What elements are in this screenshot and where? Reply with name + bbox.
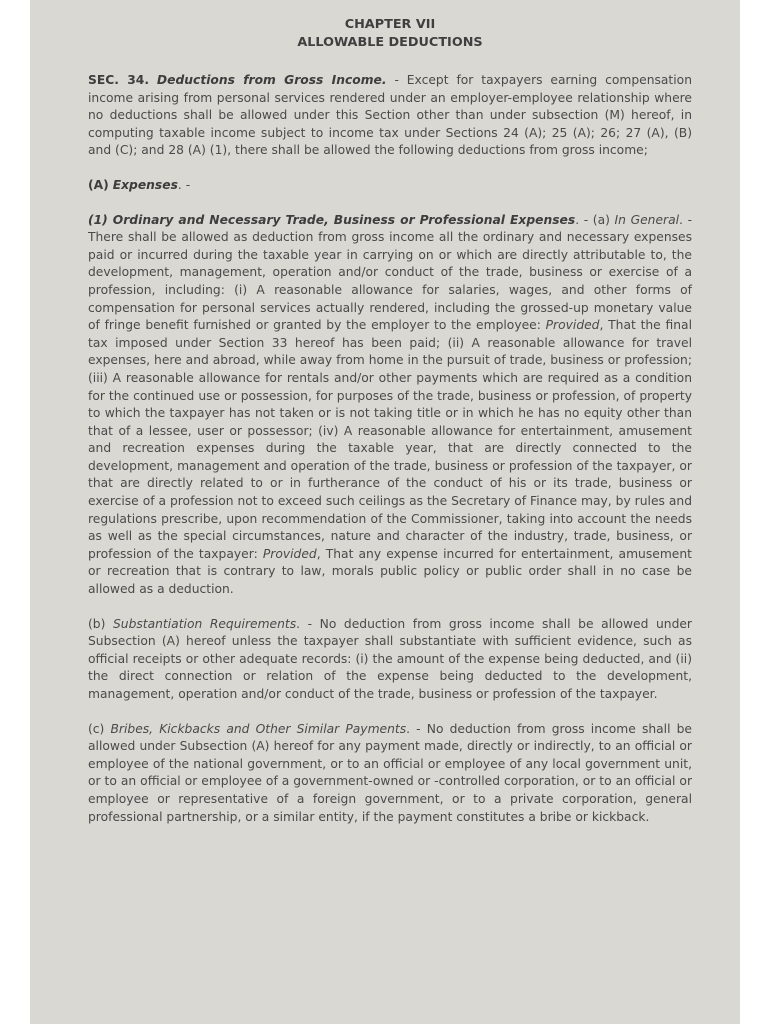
section-text: - Except for taxpayers earning compensation income arising from personal services rendered under an employer-employee relationship where no deductions shall be allowed under this Section other than under subsection (M) hereof, in computing taxable income subject to income tax under Sections 24 (A); 25 (A); 26; 27 (A), (B) and (C); and 28 (A) (1), there shall be allowed the following deductions from gross income; (88, 73, 692, 158)
expenses-suffix: . - (177, 177, 191, 192)
section-34-paragraph (88, 72, 692, 160)
document-page (30, 0, 740, 1024)
ordinary-expenses-heading: (1) Ordinary and Necessary Trade, Business or Professional Expenses (88, 212, 576, 227)
chapter-number: CHAPTER VII (344, 17, 436, 32)
bribes-paragraph (88, 721, 692, 827)
bribes-title: Bribes, Kickbacks and Other Similar Payments (110, 721, 407, 736)
bribes-label: (c) (88, 721, 111, 736)
ordinary-expenses-dash: . - (a) (575, 212, 615, 227)
ordinary-expenses-paragraph (88, 212, 692, 599)
provided-2: Provided (262, 546, 317, 561)
in-general-text-2: , That the final tax imposed under Section 33 hereof has been paid; (ii) A reasonable allowance for travel expenses, here and abroad, while away from home in the pursuit of trade, business or profession; (iii) A reasonable allowance for rentals and/or other payments which are required as a condition for the continued use or possession, for purposes of the trade, business or profession, of property to which the taxpayer has not taken or is not taking title or in which he has no equity other than that of a lessee, user or possessor; (iv) A reasonable allowance for entertainment, amusement and recreation expenses during the taxable year, that are directly connected to the development, management and operation of the trade, business or profession of the taxpayer, or that are directly related to or in furtherance of the conduct of his or its trade, business or exercise of a profession not to exceed such ceilings as the Secretary of Finance may, by rules and regulations prescribe, upon recommendation of the Commissioner, taking into account the needs as well as the special circumstances, nature and character of the industry, trade, business, or profession of the taxpayer: (88, 318, 692, 561)
section-label: SEC. 34. (88, 73, 150, 87)
expenses-heading (88, 177, 692, 195)
expenses-label: (A) (88, 177, 109, 192)
provided-1: Provided (545, 318, 600, 333)
substantiation-title: Substantiation Requirements (112, 616, 297, 631)
in-general-text-3: , That any expense incurred for entertainment, amusement or recreation that is contrary to law, morals public policy or public order shall in no case be allowed as a deduction. (88, 546, 692, 597)
substantiation-text: . - No deduction from gross income shall be allowed under Subsection (A) hereof unless the taxpayer shall substantiate with sufficient evidence, such as official receipts or other adequate records: (i) the amount of the expense being deducted, and (ii) the direct connection or relation of the expense being deducted to the development, management, operation and/or conduct of the trade, business or profession of the taxpayer. (88, 616, 692, 701)
bribes-text: . - No deduction from gross income shall be allowed under Subsection (A) hereof for any payment made, directly or indirectly, to an official or employee of the national government, or to an official or employee of any local government unit, or to an official or employee of a government-owned or -controlled corporation, or to an official or employee or representative of a foreign government, or to a private corporation, general professional partnership, or a similar entity, if the payment constitutes a bribe or kickback. (88, 721, 693, 824)
in-general-text-1: . - There shall be allowed as deduction from gross income all the ordinary and necessary expenses paid or incurred during the taxable year in carrying on or which are directly attributable to, the development, management, operation and/or conduct of the trade, business or exercise of a profession, including: (i) A reasonable allowance for salaries, wages, and other forms of compensation for personal services actually rendered, including the grossed-up monetary value of fringe benefit furnished or granted by the employer to the employee: (88, 212, 693, 333)
chapter-title: ALLOWABLE DEDUCTIONS (297, 35, 483, 50)
section-title: Deductions from Gross Income. (156, 73, 387, 87)
expenses-title: Expenses (112, 177, 178, 192)
chapter-heading (88, 16, 692, 52)
substantiation-paragraph (88, 616, 692, 704)
substantiation-label: (b) (88, 616, 113, 631)
in-general-title: In General (614, 212, 680, 227)
